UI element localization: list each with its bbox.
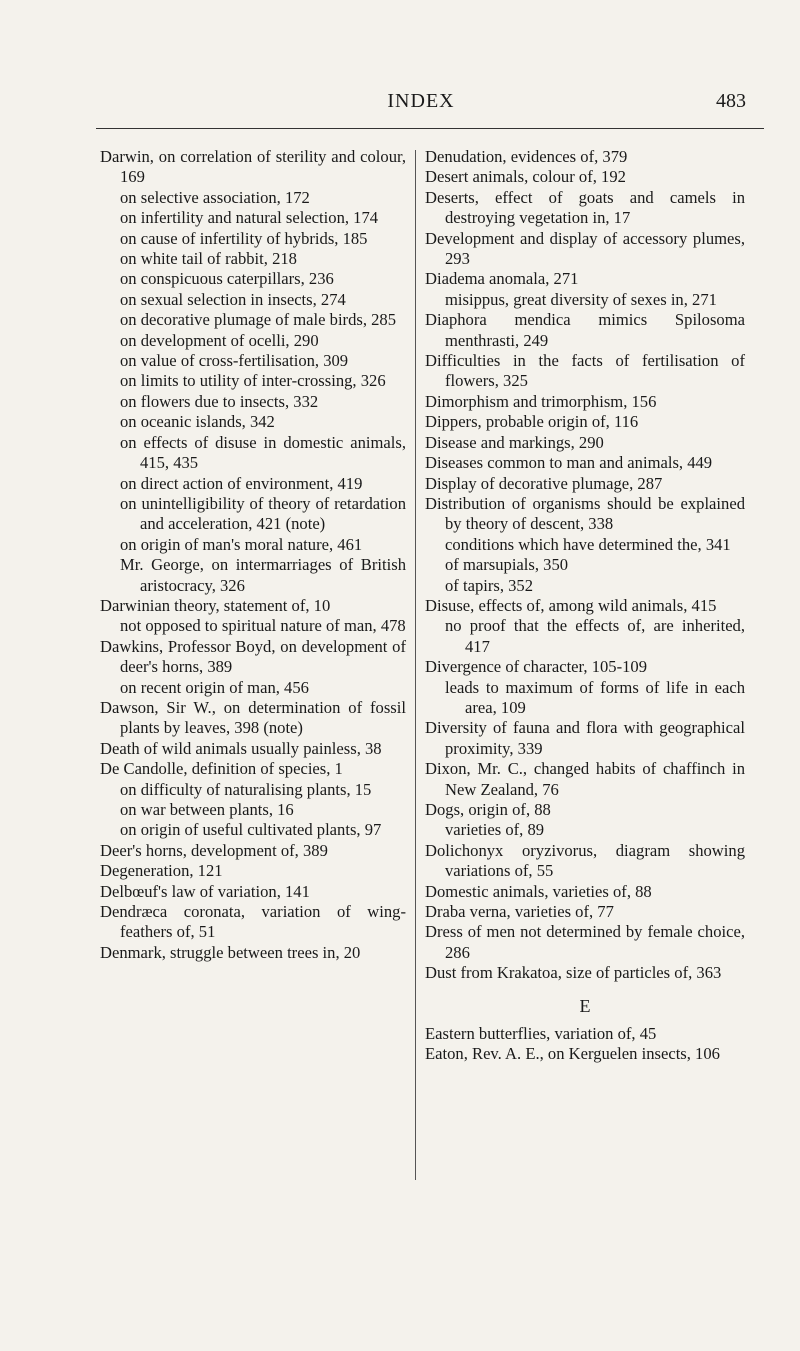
index-entry: on oceanic islands, 342: [120, 412, 275, 432]
page-number: 483: [716, 90, 746, 112]
index-entry: Eaton, Rev. A. E., on Kerguelen insects, 106: [425, 1044, 720, 1064]
index-entry: Diaphora mendica mimics Spilosoma menthrasti, 249: [425, 310, 745, 350]
index-entry: on limits to utility of inter-crossing, 326: [120, 371, 386, 391]
index-entry: Darwinian theory, statement of, 10: [100, 595, 331, 615]
index-entry: De Candolle, definition of species, 1: [100, 759, 343, 779]
index-entry: Development and display of accessory plumes, 293: [425, 228, 745, 269]
index-entry: of marsupials, 350: [445, 555, 569, 575]
index-entry: Denmark, struggle between trees in, 20: [100, 942, 361, 962]
index-entry: Death of wild animals usually painless, 38: [100, 738, 382, 758]
index-entry: on cause of infertility of hybrids, 185: [120, 228, 368, 248]
index-entry: Draba verna, varieties of, 77: [425, 902, 614, 922]
index-entry: Dimorphism and trimorphism, 156: [425, 391, 657, 411]
index-entry: on flowers due to insects, 332: [120, 391, 319, 411]
index-entry: on infertility and natural selection, 174: [120, 208, 379, 228]
page-title: INDEX: [387, 90, 455, 112]
index-entry: Deer's horns, development of, 389: [100, 840, 328, 860]
index-entry: Disuse, effects of, among wild animals, 415: [425, 595, 717, 615]
index-entry: on decorative plumage of male birds, 285: [120, 310, 397, 330]
index-entry: on white tail of rabbit, 218: [120, 249, 297, 269]
index-entry: Eastern butterflies, variation of, 45: [425, 1024, 657, 1044]
index-entry: not opposed to spiritual nature of man, 478: [120, 616, 406, 636]
index-entry: Disease and markings, 290: [425, 432, 604, 452]
index-entry: Difficulties in the facts of fertilisation of flowers, 325: [425, 351, 745, 391]
index-entry: on effects of disuse in domestic animals, 415, 435: [120, 432, 406, 473]
index-entry: Dawson, Sir W., on determination of fossil plants by leaves, 398 (note): [100, 697, 406, 738]
index-entry: Divergence of character, 105-109: [425, 657, 648, 677]
index-entry: Dust from Krakatoa, size of particles of, 363: [425, 963, 722, 983]
index-entry: Dendræca coronata, variation of wing-feathers of, 51: [100, 902, 406, 942]
index-entry: on conspicuous caterpillars, 236: [120, 269, 334, 289]
index-entry: on war between plants, 16: [120, 800, 294, 819]
index-entry: on sexual selection in insects, 274: [120, 289, 346, 309]
index-entry: Diadema anomala, 271: [425, 269, 579, 289]
index-entry: Diseases common to man and animals, 449: [425, 453, 713, 473]
index-entry: on difficulty of naturalising plants, 15: [120, 779, 372, 799]
index-column-right: [425, 147, 745, 1065]
index-entry: Mr. George, on intermarriages of British aristocracy, 326: [120, 555, 406, 595]
index-entry: on selective association, 172: [120, 187, 310, 207]
index-column-left: [100, 147, 406, 963]
index-entry: no proof that the effects of, are inherited, 417: [445, 616, 745, 656]
index-entry: on origin of man's moral nature, 461: [120, 534, 363, 554]
index-entry: Desert animals, colour of, 192: [425, 167, 626, 187]
index-entry: conditions which have determined the, 341: [445, 534, 731, 554]
index-entry: Dolichonyx oryzivorus, diagram showing variations of, 55: [425, 840, 745, 881]
index-entry: Distribution of organisms should be explained by theory of descent, 338: [425, 493, 745, 534]
index-entry: leads to maximum of forms of life in each area, 109: [445, 677, 745, 717]
index-entry: on value of cross-fertilisation, 309: [120, 351, 349, 371]
index-entry: Dogs, origin of, 88: [425, 800, 551, 819]
index-entry: on recent origin of man, 456: [120, 677, 309, 697]
index-entry: Degeneration, 121: [100, 861, 223, 881]
index-entry: Dawkins, Professor Boyd, on development of deer's horns, 389: [100, 636, 406, 677]
index-entry: Diversity of fauna and flora with geographical proximity, 339: [425, 718, 745, 758]
index-entry: Darwin, on correlation of sterility and colour, 169: [100, 147, 406, 187]
index-entry: Domestic animals, varieties of, 88: [425, 881, 652, 901]
index-entry: on unintelligibility of theory of retardation and acceleration, 421 (note): [120, 493, 406, 534]
index-entry: Display of decorative plumage, 287: [425, 473, 663, 493]
index-entry: Delbœuf's law of variation, 141: [100, 881, 310, 901]
index-entry: varieties of, 89: [445, 820, 545, 840]
index-entries-d: [425, 147, 745, 984]
index-entry: Deserts, effect of goats and camels in destroying vegetation in, 17: [425, 187, 745, 228]
index-entry: Dixon, Mr. C., changed habits of chaffinch in New Zealand, 76: [425, 759, 745, 799]
index-entry: on development of ocelli, 290: [120, 330, 319, 350]
section-letter-e: E: [579, 995, 591, 1016]
header-rule: [96, 128, 764, 129]
index-entry: of tapirs, 352: [445, 575, 534, 595]
index-entry: Dress of men not determined by female choice, 286: [425, 922, 745, 962]
index-entry: Dippers, probable origin of, 116: [425, 412, 639, 432]
index-entry: Denudation, evidences of, 379: [425, 147, 628, 166]
index-entry: on origin of useful cultivated plants, 97: [120, 820, 382, 840]
index-entry: misippus, great diversity of sexes in, 271: [445, 289, 717, 309]
index-entry: on direct action of environment, 419: [120, 473, 363, 493]
index-entries-e: [425, 1024, 745, 1065]
page-header: [96, 90, 746, 120]
column-divider: [415, 150, 416, 1180]
